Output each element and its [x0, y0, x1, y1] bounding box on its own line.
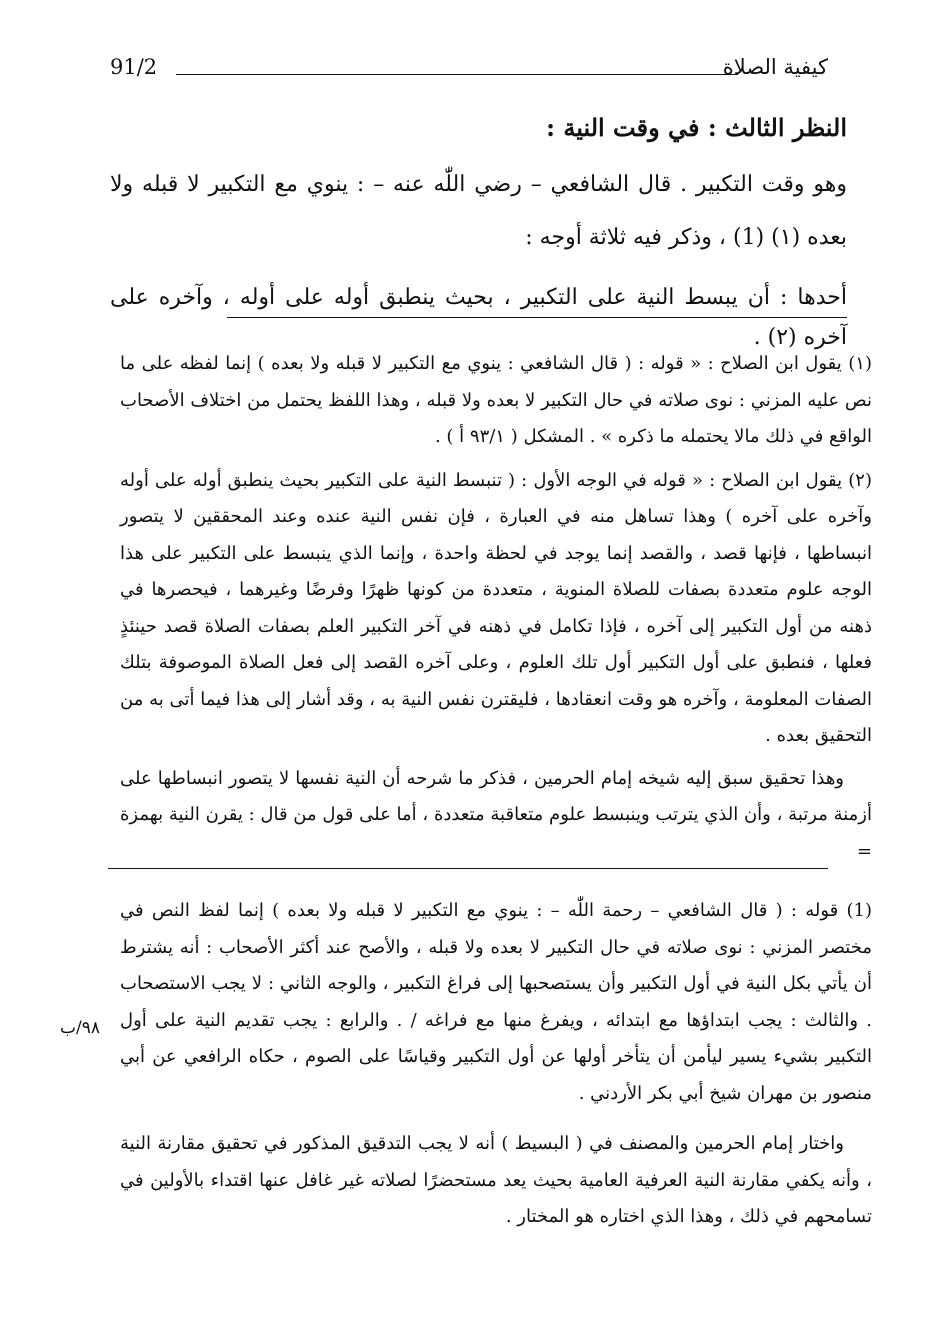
chapter-title: كيفية الصلاة [722, 55, 828, 79]
commentary-note-2: واختار إمام الحرمين والمصنف في ( البسيط ) أنه لا يجب التدقيق المذكور في تحقيق مقارنة النية ، وأنه يكفي مقارنة النية العرفية العامية بحيث يعد مستحضرًا لصلاته غير غافل عنها اقتداء بالأولين في تسامحهم في ذلك ، وهذا الذي اختاره هو المختار . [120, 1133, 872, 1227]
main-paragraph: وهو وقت التكبير . قال الشافعي – رضي اللّٰه عنه – : ينوي مع التكبير لا قبله ولا بعده (١) (1) ، وذكر فيه ثلاثة أوجه : [110, 172, 847, 250]
manuscript-folio-marker: ٩٨/ب [60, 1018, 100, 1038]
main-text [110, 108, 847, 358]
main-text-underline [227, 317, 847, 318]
footnote-2: (٢) يقول ابن الصلاح : « قوله في الوجه الأول : ( تنبسط النية على التكبير بحيث ينطبق أوله على أوله وآخره على آخره ) وهذا تساهل منه في العبارة ، فإن نفس النية عنده وعند المحققين لا يتصور انبساطها ، فإنها قصد ، والقصد إنما يوجد في لحظة واحدة ، وإنما الذي ينبسط على التكبير على هذا الوجه علوم متعددة بصفات للصلاة المنوية ، متعددة من كونها ظهرًا وفرضًا وغيرهما ، فيحصرها في ذهنه من أول التكبير إلى آخره ، فإذا تكامل في ذهنه في آخر التكبير العلم بصفات الصلاة قصد حينئذٍ فعلها ، فنطبق على أول التكبير أول تلك العلوم ، وعلى آخره القصد إلى فعل الصلاة الموصوفة بتلك الصفات المعلومة ، وآخره هو وقت انعقادها ، فليقترن نفس النية به ، وقد أشار إلى هذا فيما أتى به من التحقيق بعده . [120, 469, 872, 746]
footnote-1: (١) يقول ابن الصلاح : « قوله : ( قال الشافعي : ينوي مع التكبير لا قبله ولا بعده ) إنما لفظه على ما نص عليه المزني : نوى صلاته في حال التكبير لا بعده ولا قبله ، وهذا اللفظ يحتمل من اختلاف الأصحاب الواقع في ذلك مالا يحتمله ما ذكره » . المشكل ( ٩٣/١ أ ) . [120, 353, 872, 447]
main-paragraph-option-1: أحدها : أن يبسط النية على التكبير ، بحيث ينطبق أوله على أوله ، وآخره على آخره (٢) . [110, 285, 847, 350]
commentary-note-1: (1) قوله : ( قال الشافعي – رحمة اللّٰه – : ينوي مع التكبير لا قبله ولا بعده ) إنما لفظ النص في مختصر المزني : نوى صلاته في حال التكبير لا بعده ولا قبله ، والأصح عند أكثر الأصحاب : أنه يشترط أن يأتي بكل النية في أول التكبير وأن يستصحبها إلى فراغ التكبير ، والوجه الثاني : لا يجب الاستصحاب . والثالث : يجب ابتداؤها مع ابتدائه ، ويفرغ منها مع فراغه / . والرابع : يجب تقديم النية على أول التكبير بشيء يسير ليأمن أن يتأخر أولها عن أول التكبير وقياسًا على الصوم ، حكاه الرافعي عن أبي منصور بن مهران شيخ أبي بكر الأردني . [120, 900, 872, 1104]
running-header [110, 55, 828, 85]
editor-footnotes [120, 346, 872, 870]
footnote-2-continued: وهذا تحقيق سبق إليه شيخه إمام الحرمين ، فذكر ما شرحه أن النية نفسها لا يتصور انبساطها على أزمنة مرتبة ، وأن الذي يترتب وينبسط علوم متعاقبة متعددة ، أما على قول من قال : يقرن النية بهمزة = [120, 767, 872, 862]
commentary-notes [120, 893, 872, 1236]
section-heading: النظر الثالث : في وقت النية : [546, 113, 847, 142]
header-rule [176, 74, 738, 75]
page-number: 91/2 [110, 55, 158, 79]
footnote-separator [108, 868, 828, 869]
